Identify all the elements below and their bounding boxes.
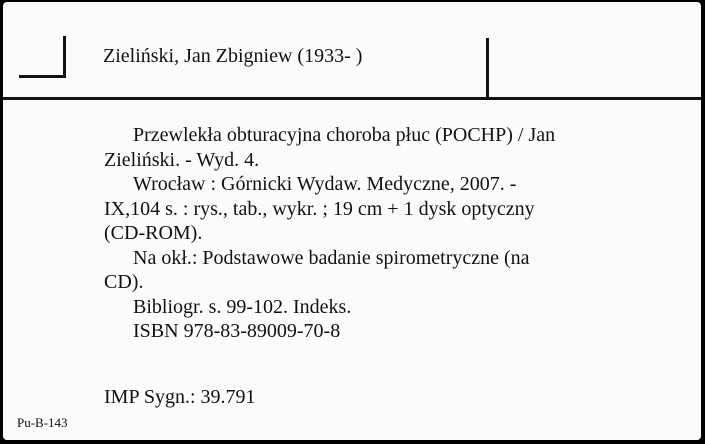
call-number: IMP Sygn.: 39.791: [104, 386, 256, 408]
title-line-2: Zieliński. - Wyd. 4.: [104, 148, 260, 171]
isbn-line: ISBN 978-83-89009-70-8: [133, 320, 341, 342]
bibliographic-description: [104, 123, 624, 344]
catalog-card: [3, 2, 701, 440]
header-vertical-rule: [486, 38, 489, 100]
imprint-line: Wrocław : Górnicki Wydaw. Medyczne, 2007. -: [133, 173, 517, 195]
physical-description-line-2: (CD-ROM).: [104, 222, 203, 244]
header-horizontal-rule: [3, 97, 701, 100]
corner-mark-vertical: [63, 36, 66, 77]
bibliography-note: Bibliogr. s. 99-102. Indeks.: [133, 295, 352, 318]
author-heading: Zieliński, Jan Zbigniew (1933- ): [103, 45, 363, 67]
corner-mark-horizontal: [19, 75, 66, 78]
cover-note-line-2: CD).: [104, 271, 144, 293]
cover-note-line-1: Na okł.: Podstawowe badanie spirometryczne (na: [133, 246, 530, 269]
title-line-1: Przewlekła obturacyjna choroba płuc (POCHP) / Jan: [133, 124, 556, 146]
physical-description-line-1: IX,104 s. : rys., tab., wykr. ; 19 cm + 1 dysk optyczny: [104, 197, 535, 220]
shelf-mark: Pu-B-143: [17, 415, 68, 430]
